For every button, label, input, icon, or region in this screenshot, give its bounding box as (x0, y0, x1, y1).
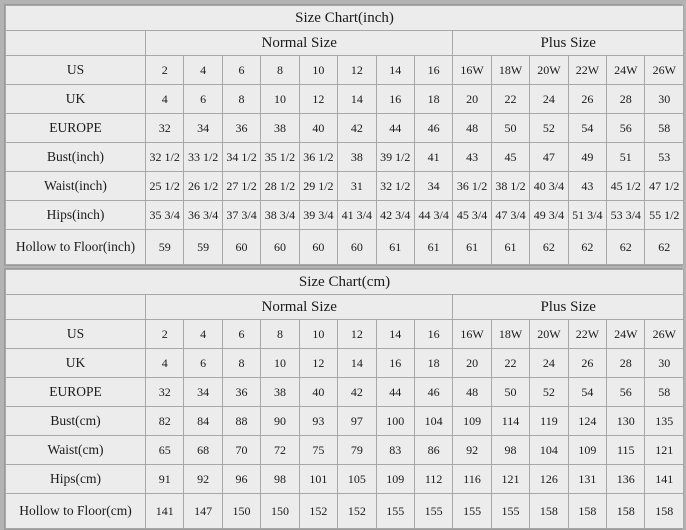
data-cell: 40 (299, 114, 337, 143)
data-cell: 52 (530, 378, 568, 407)
data-cell: 109 (568, 436, 606, 465)
data-cell: 22W (568, 320, 606, 349)
row-label: Waist(inch) (6, 172, 146, 201)
size-table-inch (5, 5, 684, 265)
data-cell: 116 (453, 465, 491, 494)
row-label: Bust(cm) (6, 407, 146, 436)
data-cell: 47 3/4 (491, 201, 529, 230)
data-cell: 104 (414, 407, 452, 436)
table-row (6, 85, 684, 114)
data-cell: 83 (376, 436, 414, 465)
data-cell: 36 (222, 378, 260, 407)
table-row (6, 378, 684, 407)
data-cell: 141 (146, 494, 184, 529)
data-cell: 18W (491, 320, 529, 349)
data-cell: 40 3/4 (530, 172, 568, 201)
data-cell: 61 (414, 230, 452, 265)
data-cell: 61 (491, 230, 529, 265)
data-cell: 8 (222, 85, 260, 114)
data-cell: 46 (414, 114, 452, 143)
data-cell: 44 (376, 114, 414, 143)
chart-title: Size Chart(cm) (6, 270, 684, 295)
data-cell: 101 (299, 465, 337, 494)
data-cell: 60 (299, 230, 337, 265)
data-cell: 53 3/4 (607, 201, 645, 230)
data-cell: 10 (261, 349, 299, 378)
data-cell: 84 (184, 407, 222, 436)
data-cell: 2 (146, 56, 184, 85)
data-cell: 32 1/2 (376, 172, 414, 201)
data-cell: 10 (299, 320, 337, 349)
data-cell: 41 3/4 (338, 201, 376, 230)
chart-title: Size Chart(inch) (6, 6, 684, 31)
table-row (6, 465, 684, 494)
data-cell: 12 (299, 85, 337, 114)
data-cell: 4 (146, 349, 184, 378)
data-cell: 20 (453, 349, 491, 378)
data-cell: 51 (607, 143, 645, 172)
data-cell: 58 (645, 378, 684, 407)
data-cell: 16 (376, 349, 414, 378)
data-cell: 92 (453, 436, 491, 465)
data-cell: 26W (645, 56, 684, 85)
data-cell: 18 (414, 349, 452, 378)
data-cell: 147 (184, 494, 222, 529)
table-row (6, 436, 684, 465)
data-cell: 14 (376, 320, 414, 349)
data-cell: 26 (568, 349, 606, 378)
data-cell: 54 (568, 378, 606, 407)
data-cell: 61 (453, 230, 491, 265)
data-cell: 53 (645, 143, 684, 172)
data-cell: 45 (491, 143, 529, 172)
data-cell: 121 (491, 465, 529, 494)
data-cell: 91 (146, 465, 184, 494)
table-row (6, 320, 684, 349)
data-cell: 25 1/2 (146, 172, 184, 201)
row-label: EUROPE (6, 114, 146, 143)
data-cell: 48 (453, 378, 491, 407)
data-cell: 33 1/2 (184, 143, 222, 172)
data-cell: 44 3/4 (414, 201, 452, 230)
data-cell: 42 (338, 114, 376, 143)
group-header-spacer (6, 31, 146, 56)
row-label: UK (6, 85, 146, 114)
data-cell: 18W (491, 56, 529, 85)
data-cell: 51 3/4 (568, 201, 606, 230)
data-cell: 119 (530, 407, 568, 436)
data-cell: 104 (530, 436, 568, 465)
data-cell: 105 (338, 465, 376, 494)
data-cell: 150 (222, 494, 260, 529)
data-cell: 50 (491, 378, 529, 407)
data-cell: 8 (261, 56, 299, 85)
data-cell: 60 (261, 230, 299, 265)
row-label: US (6, 56, 146, 85)
data-cell: 26W (645, 320, 684, 349)
data-cell: 8 (261, 320, 299, 349)
data-cell: 158 (645, 494, 684, 529)
data-cell: 24W (607, 320, 645, 349)
data-cell: 4 (184, 56, 222, 85)
data-cell: 59 (146, 230, 184, 265)
row-label: UK (6, 349, 146, 378)
data-cell: 59 (184, 230, 222, 265)
data-cell: 37 3/4 (222, 201, 260, 230)
data-cell: 155 (414, 494, 452, 529)
data-cell: 22 (491, 85, 529, 114)
data-cell: 158 (568, 494, 606, 529)
data-cell: 56 (607, 378, 645, 407)
data-cell: 70 (222, 436, 260, 465)
data-cell: 96 (222, 465, 260, 494)
data-cell: 38 1/2 (491, 172, 529, 201)
size-chart-cm (4, 268, 682, 530)
group-header-plus: Plus Size (453, 31, 684, 56)
data-cell: 30 (645, 85, 684, 114)
data-cell: 62 (607, 230, 645, 265)
data-cell: 55 1/2 (645, 201, 684, 230)
data-cell: 62 (645, 230, 684, 265)
data-cell: 109 (376, 465, 414, 494)
data-cell: 126 (530, 465, 568, 494)
data-cell: 88 (222, 407, 260, 436)
data-cell: 49 3/4 (530, 201, 568, 230)
data-cell: 24 (530, 85, 568, 114)
size-table-cm (5, 269, 684, 529)
row-label: Hips(cm) (6, 465, 146, 494)
row-label: Hollow to Floor(cm) (6, 494, 146, 529)
data-cell: 8 (222, 349, 260, 378)
data-cell: 131 (568, 465, 606, 494)
data-cell: 62 (568, 230, 606, 265)
row-label: Waist(cm) (6, 436, 146, 465)
data-cell: 22W (568, 56, 606, 85)
data-cell: 28 (607, 349, 645, 378)
row-label: Hollow to Floor(inch) (6, 230, 146, 265)
data-cell: 46 (414, 378, 452, 407)
table-row (6, 143, 684, 172)
data-cell: 124 (568, 407, 606, 436)
data-cell: 54 (568, 114, 606, 143)
group-header-spacer (6, 295, 146, 320)
data-cell: 22 (491, 349, 529, 378)
data-cell: 152 (299, 494, 337, 529)
data-cell: 61 (376, 230, 414, 265)
data-cell: 20W (530, 56, 568, 85)
table-row (6, 114, 684, 143)
data-cell: 45 3/4 (453, 201, 491, 230)
table-row (6, 349, 684, 378)
data-cell: 50 (491, 114, 529, 143)
data-cell: 26 1/2 (184, 172, 222, 201)
row-label: US (6, 320, 146, 349)
data-cell: 27 1/2 (222, 172, 260, 201)
data-cell: 4 (184, 320, 222, 349)
data-cell: 16 (414, 320, 452, 349)
data-cell: 39 3/4 (299, 201, 337, 230)
data-cell: 62 (530, 230, 568, 265)
data-cell: 48 (453, 114, 491, 143)
data-cell: 10 (299, 56, 337, 85)
data-cell: 6 (222, 320, 260, 349)
data-cell: 38 (338, 143, 376, 172)
data-cell: 36 1/2 (299, 143, 337, 172)
data-cell: 150 (261, 494, 299, 529)
size-chart-inch (4, 4, 682, 266)
data-cell: 35 3/4 (146, 201, 184, 230)
data-cell: 109 (453, 407, 491, 436)
data-cell: 34 (184, 114, 222, 143)
data-cell: 24W (607, 56, 645, 85)
data-cell: 47 (530, 143, 568, 172)
data-cell: 42 3/4 (376, 201, 414, 230)
data-cell: 65 (146, 436, 184, 465)
data-cell: 92 (184, 465, 222, 494)
data-cell: 16 (376, 85, 414, 114)
data-cell: 10 (261, 85, 299, 114)
data-cell: 158 (607, 494, 645, 529)
data-cell: 34 (184, 378, 222, 407)
data-cell: 2 (146, 320, 184, 349)
data-cell: 6 (184, 349, 222, 378)
data-cell: 28 1/2 (261, 172, 299, 201)
data-cell: 100 (376, 407, 414, 436)
data-cell: 24 (530, 349, 568, 378)
data-cell: 16 (414, 56, 452, 85)
data-cell: 130 (607, 407, 645, 436)
data-cell: 152 (338, 494, 376, 529)
data-cell: 40 (299, 378, 337, 407)
data-cell: 36 1/2 (453, 172, 491, 201)
data-cell: 60 (222, 230, 260, 265)
data-cell: 47 1/2 (645, 172, 684, 201)
data-cell: 43 (453, 143, 491, 172)
data-cell: 38 3/4 (261, 201, 299, 230)
data-cell: 16W (453, 56, 491, 85)
data-cell: 79 (338, 436, 376, 465)
data-cell: 44 (376, 378, 414, 407)
data-cell: 60 (338, 230, 376, 265)
data-cell: 155 (453, 494, 491, 529)
data-cell: 34 (414, 172, 452, 201)
data-cell: 93 (299, 407, 337, 436)
data-cell: 97 (338, 407, 376, 436)
data-cell: 158 (530, 494, 568, 529)
data-cell: 26 (568, 85, 606, 114)
data-cell: 115 (607, 436, 645, 465)
data-cell: 32 1/2 (146, 143, 184, 172)
data-cell: 12 (338, 320, 376, 349)
data-cell: 75 (299, 436, 337, 465)
data-cell: 14 (338, 85, 376, 114)
group-header-normal: Normal Size (146, 295, 453, 320)
data-cell: 135 (645, 407, 684, 436)
data-cell: 39 1/2 (376, 143, 414, 172)
data-cell: 155 (376, 494, 414, 529)
table-row (6, 172, 684, 201)
data-cell: 112 (414, 465, 452, 494)
data-cell: 34 1/2 (222, 143, 260, 172)
data-cell: 6 (184, 85, 222, 114)
data-cell: 14 (376, 56, 414, 85)
data-cell: 136 (607, 465, 645, 494)
row-label: Bust(inch) (6, 143, 146, 172)
data-cell: 38 (261, 378, 299, 407)
group-header-plus: Plus Size (453, 295, 684, 320)
data-cell: 49 (568, 143, 606, 172)
data-cell: 18 (414, 85, 452, 114)
data-cell: 58 (645, 114, 684, 143)
data-cell: 36 3/4 (184, 201, 222, 230)
data-cell: 28 (607, 85, 645, 114)
data-cell: 12 (338, 56, 376, 85)
data-cell: 98 (491, 436, 529, 465)
data-cell: 141 (645, 465, 684, 494)
data-cell: 12 (299, 349, 337, 378)
data-cell: 32 (146, 378, 184, 407)
data-cell: 29 1/2 (299, 172, 337, 201)
data-cell: 98 (261, 465, 299, 494)
data-cell: 121 (645, 436, 684, 465)
group-header-normal: Normal Size (146, 31, 453, 56)
data-cell: 20 (453, 85, 491, 114)
data-cell: 6 (222, 56, 260, 85)
data-cell: 36 (222, 114, 260, 143)
table-row (6, 407, 684, 436)
table-row (6, 201, 684, 230)
row-label: Hips(inch) (6, 201, 146, 230)
row-label: EUROPE (6, 378, 146, 407)
data-cell: 41 (414, 143, 452, 172)
data-cell: 38 (261, 114, 299, 143)
table-row (6, 494, 684, 529)
data-cell: 90 (261, 407, 299, 436)
data-cell: 16W (453, 320, 491, 349)
data-cell: 68 (184, 436, 222, 465)
data-cell: 43 (568, 172, 606, 201)
data-cell: 114 (491, 407, 529, 436)
data-cell: 20W (530, 320, 568, 349)
table-row (6, 230, 684, 265)
table-row (6, 56, 684, 85)
data-cell: 14 (338, 349, 376, 378)
data-cell: 35 1/2 (261, 143, 299, 172)
data-cell: 32 (146, 114, 184, 143)
data-cell: 72 (261, 436, 299, 465)
data-cell: 86 (414, 436, 452, 465)
data-cell: 30 (645, 349, 684, 378)
data-cell: 42 (338, 378, 376, 407)
data-cell: 31 (338, 172, 376, 201)
data-cell: 4 (146, 85, 184, 114)
data-cell: 52 (530, 114, 568, 143)
data-cell: 45 1/2 (607, 172, 645, 201)
data-cell: 56 (607, 114, 645, 143)
data-cell: 82 (146, 407, 184, 436)
data-cell: 155 (491, 494, 529, 529)
